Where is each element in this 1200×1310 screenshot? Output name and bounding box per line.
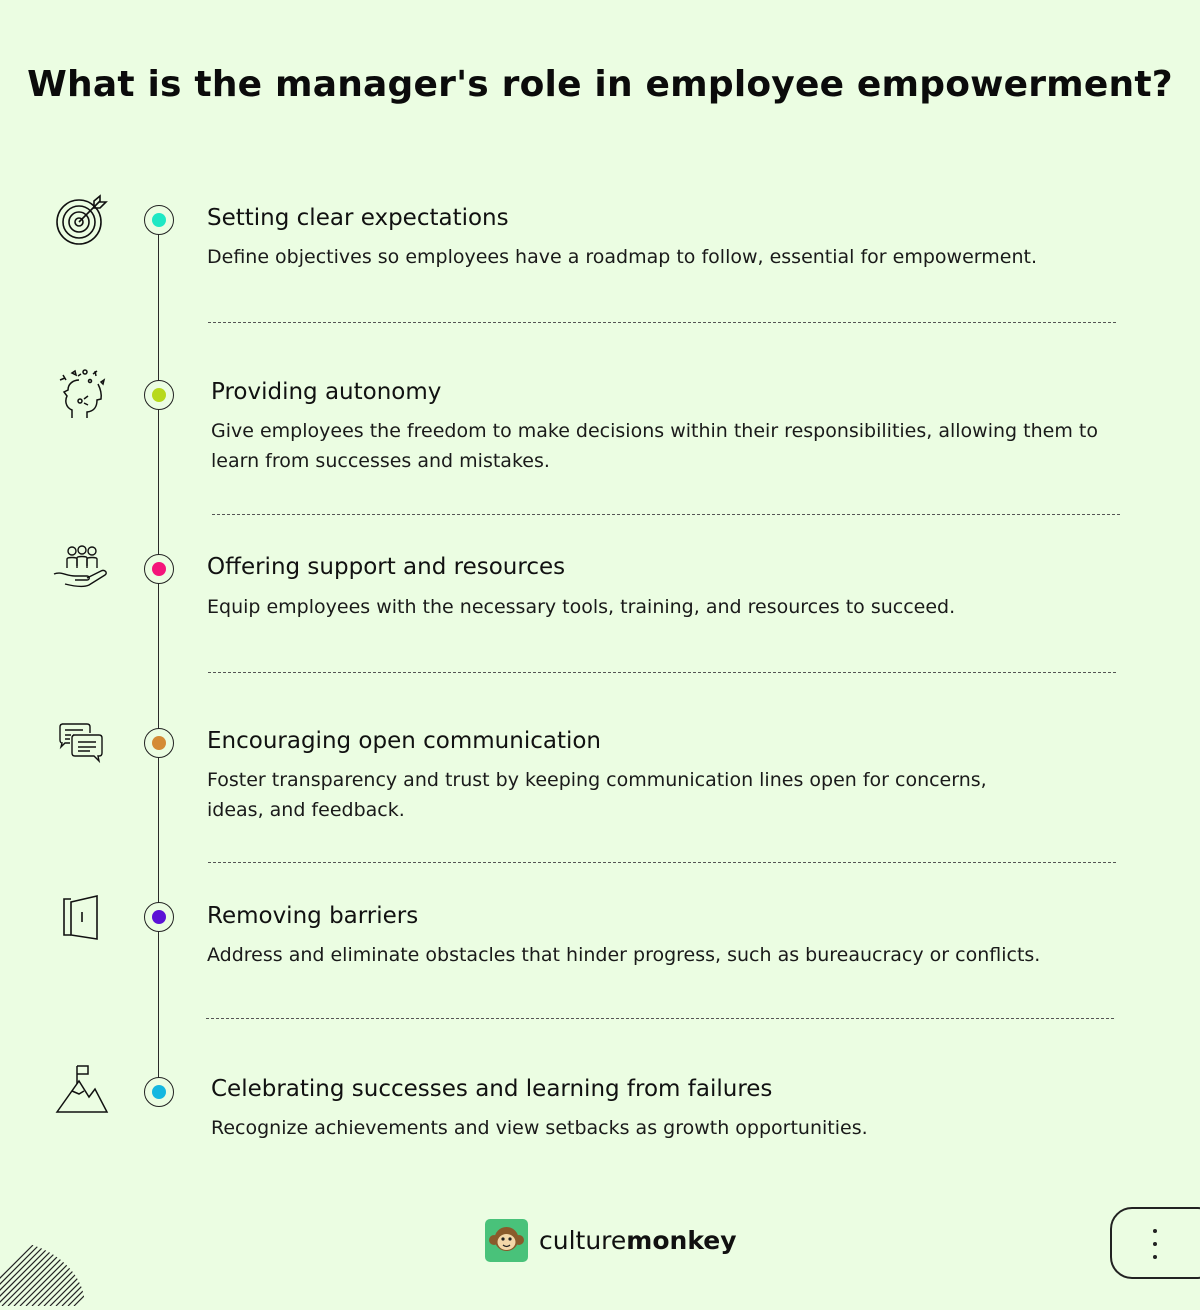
timeline-dot-3 <box>144 554 174 584</box>
item-title-1: Setting clear expectations <box>207 205 509 231</box>
timeline-dot-6 <box>144 1077 174 1107</box>
timeline-line <box>158 220 159 1092</box>
hand-team-icon <box>53 546 109 592</box>
timeline-dot-1 <box>144 205 174 235</box>
decorative-stripes <box>0 1240 90 1310</box>
item-title-5: Removing barriers <box>207 903 419 929</box>
timeline-dot-4 <box>144 728 174 758</box>
item-title-3: Offering support and resources <box>207 554 566 580</box>
culturemonkey-logo <box>485 1218 737 1262</box>
item-description-6: Recognize achievements and view setbacks as growth opportunities. <box>211 1117 868 1139</box>
vertical-dots-icon <box>1152 1229 1158 1259</box>
open-door-icon <box>63 895 99 941</box>
item-title-6: Celebrating successes and learning from failures <box>211 1076 773 1102</box>
page-title: What is the manager's role in employee empowerment? <box>27 64 1173 105</box>
item-description-5: Address and eliminate obstacles that hinder progress, such as bureaucracy or conflicts. <box>207 944 1041 966</box>
item-description-1: Define objectives so employees have a roadmap to follow, essential for empowerment. <box>207 246 1037 268</box>
separator-3 <box>208 672 1116 673</box>
separator-1 <box>208 322 1116 323</box>
monkey-face-icon <box>485 1219 528 1262</box>
item-description-2: Give employees the freedom to make decisions within their responsibilities, allowing them to learn from successes and mistakes. <box>211 420 1098 472</box>
item-description-3: Equip employees with the necessary tools, training, and resources to succeed. <box>207 596 956 618</box>
head-ideas-icon <box>57 368 105 420</box>
item-title-2: Providing autonomy <box>211 379 442 405</box>
separator-5 <box>206 1018 1114 1019</box>
target-icon <box>56 196 106 246</box>
mountain-flag-icon <box>56 1064 108 1114</box>
logo-text-bold: monkey <box>626 1225 737 1255</box>
item-title-4: Encouraging open communication <box>207 728 602 754</box>
timeline-dot-5 <box>144 902 174 932</box>
menu-button[interactable] <box>1110 1207 1200 1279</box>
separator-2 <box>212 514 1120 515</box>
chat-bubbles-icon <box>59 722 103 762</box>
logo-text <box>539 1226 737 1255</box>
separator-4 <box>208 862 1116 863</box>
timeline-dot-2 <box>144 380 174 410</box>
item-description-4: Foster transparency and trust by keeping communication lines open for concerns, ideas, and feedback. <box>207 769 987 821</box>
logo-text-light: culture <box>539 1225 627 1255</box>
